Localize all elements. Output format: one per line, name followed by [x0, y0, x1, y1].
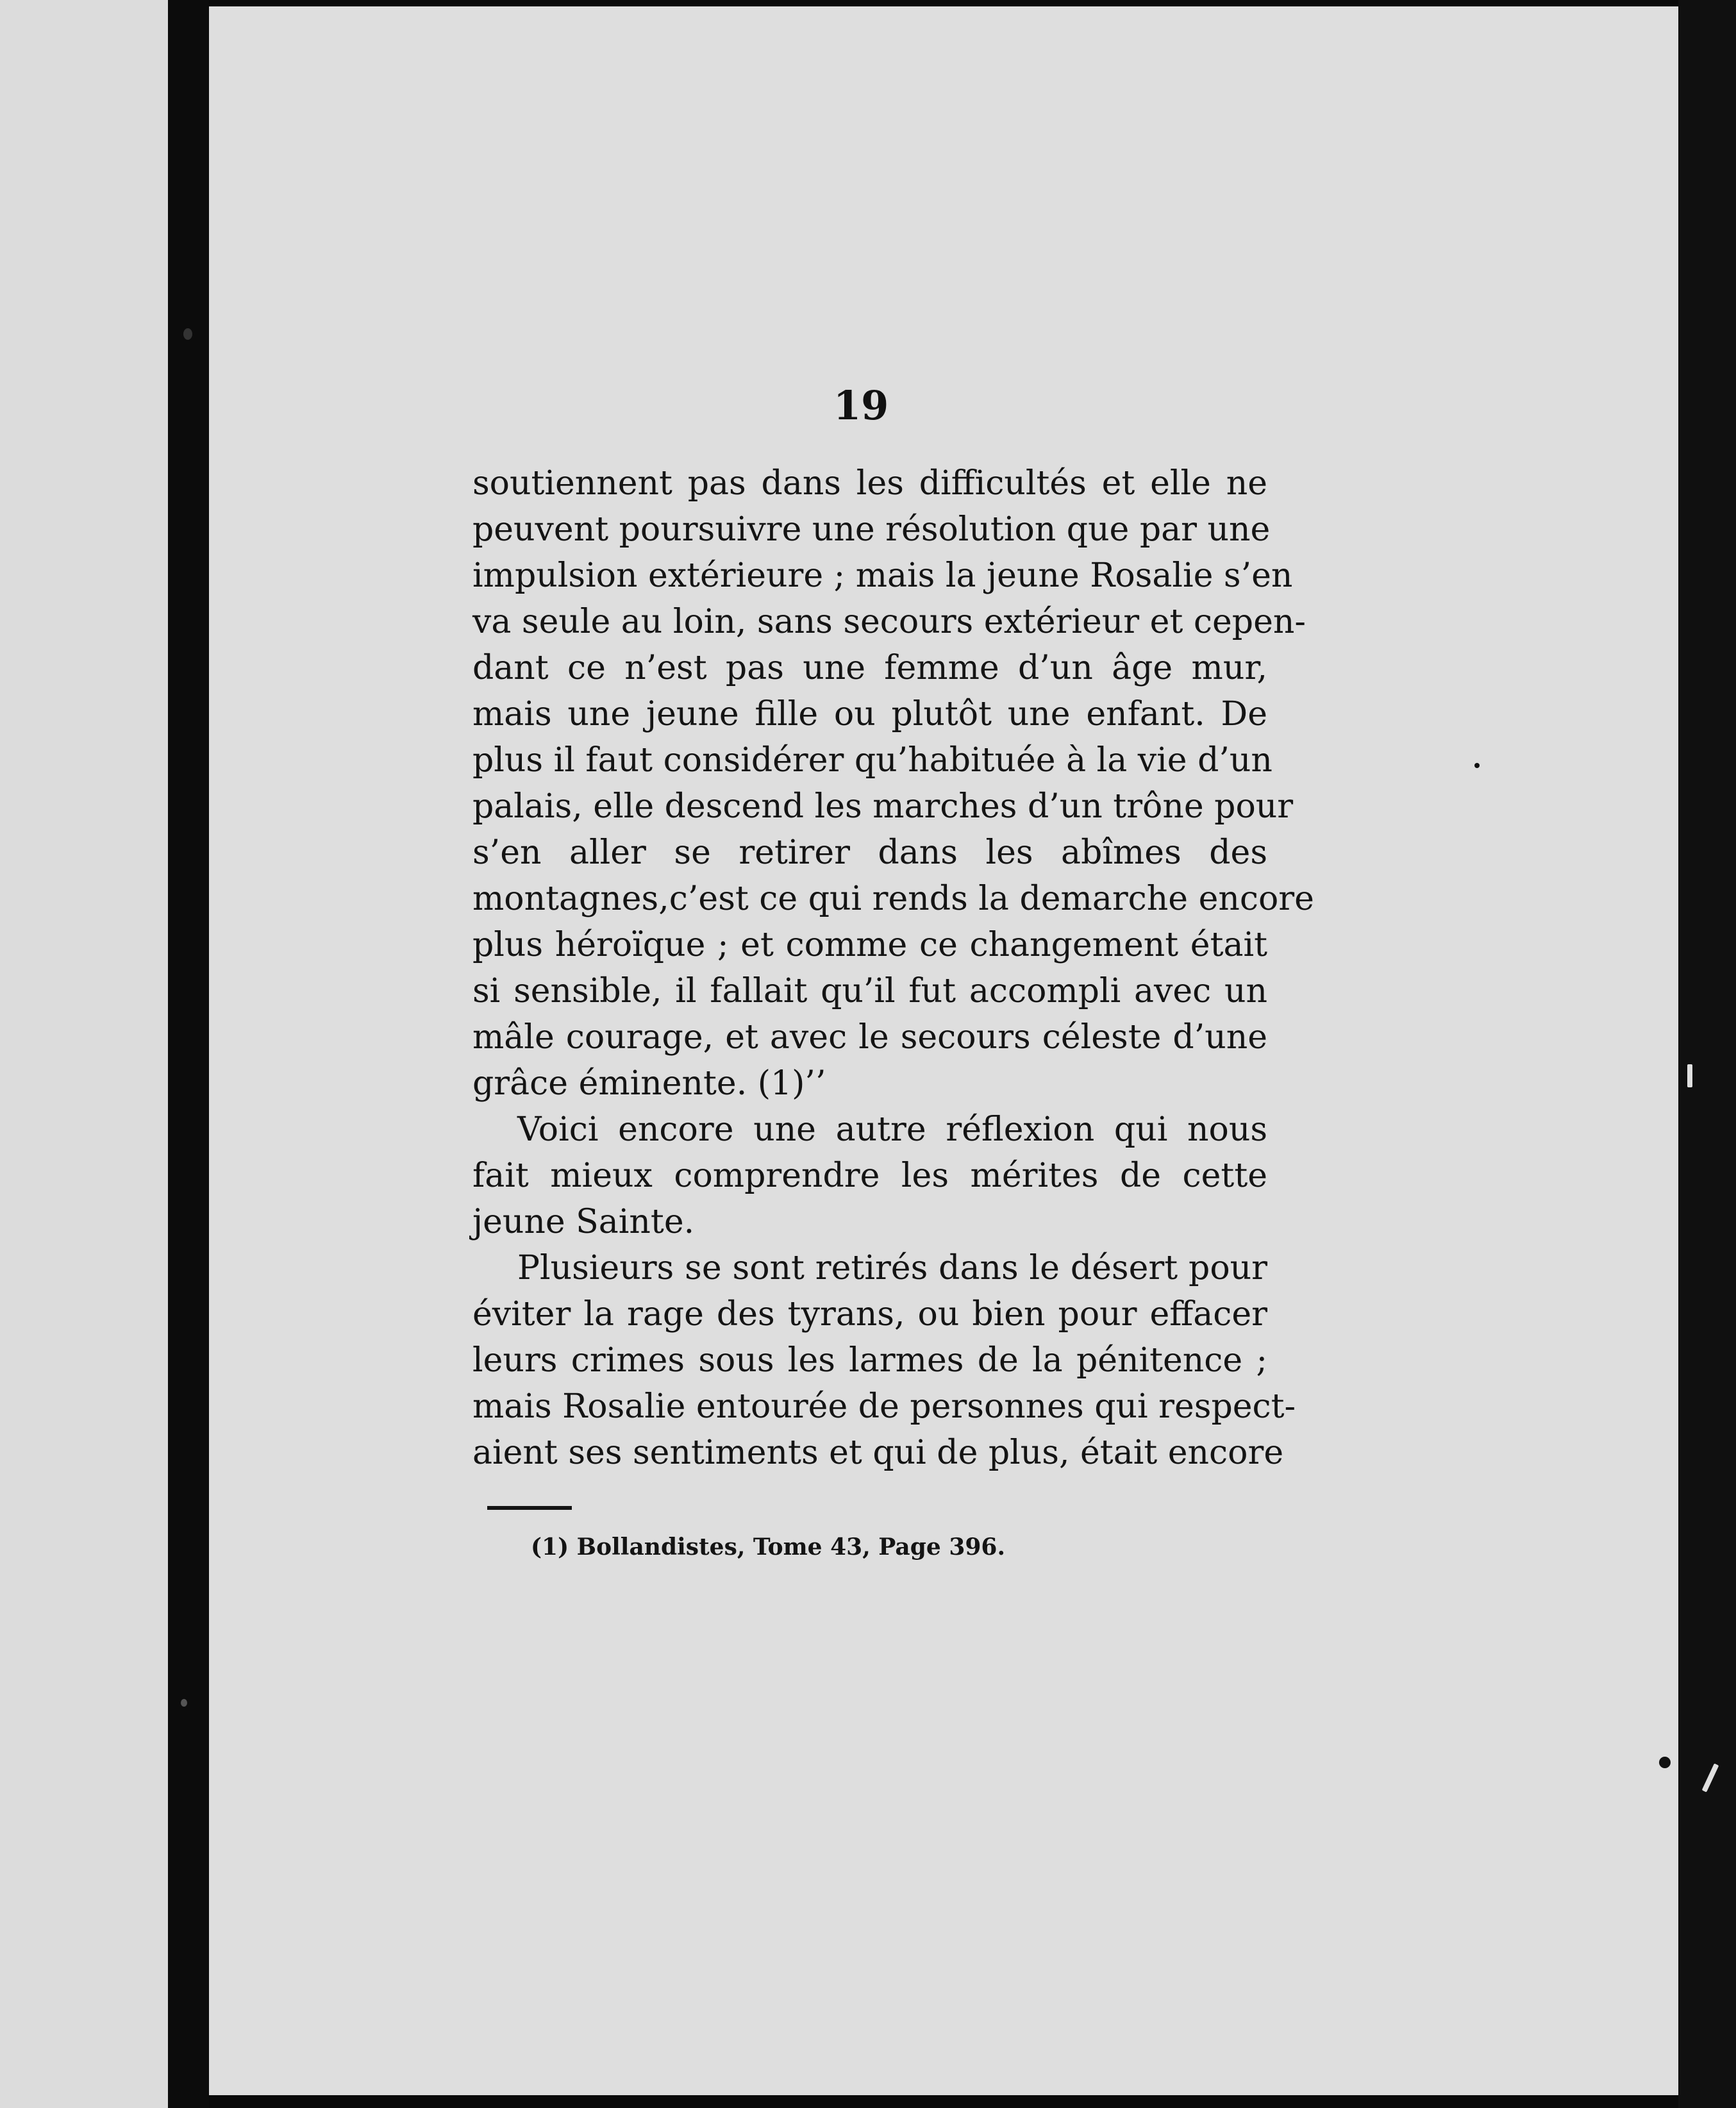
text-line: aient ses sentiments et qui de plus, était encore	[472, 1434, 1284, 1472]
text-line: Plusieurs se sont retirés dans le désert pour	[517, 1249, 1267, 1287]
footnote-rule	[487, 1506, 572, 1510]
scan-speck	[1687, 1064, 1692, 1087]
scan-speck	[183, 328, 192, 340]
text-line: mais Rosalie entourée de personnes qui respect-	[472, 1387, 1296, 1426]
text-line: plus héroïque ; et comme ce changement était	[472, 926, 1267, 964]
text-line: impulsion extérieure ; mais la jeune Rosalie s’en	[472, 556, 1293, 595]
right-border	[1678, 0, 1736, 2108]
gutter-shadow	[168, 0, 209, 2108]
text-line: fait mieux comprendre les mérites de cette	[472, 1157, 1267, 1195]
text-line: palais, elle descend les marches d’un trône pour	[472, 787, 1294, 826]
footnote: (1) Bollandistes, Tome 43, Page 396.	[531, 1534, 1006, 1560]
text-line: dant ce n’est pas une femme d’un âge mur,	[472, 649, 1267, 687]
page-number: 19	[833, 382, 889, 429]
text-line: s’en aller se retirer dans les abîmes des	[472, 833, 1267, 872]
scan-speck	[181, 1699, 187, 1707]
body-text	[472, 460, 1314, 1476]
scan-speck	[1474, 763, 1480, 768]
text-line: jeune Sainte.	[472, 1203, 695, 1241]
adjacent-page-edge	[0, 0, 168, 2108]
scan-speck	[1659, 1757, 1671, 1768]
text-line: grâce éminente. (1)’’	[472, 1064, 826, 1103]
text-line: mâle courage, et avec le secours céleste d’une	[472, 1018, 1267, 1057]
text-line: si sensible, il fallait qu’il fut accompli avec un	[472, 972, 1267, 1010]
text-line: va seule au loin, sans secours extérieur et cepen-	[472, 603, 1306, 641]
text-line: plus il faut considérer qu’habituée à la vie d’un	[472, 741, 1273, 780]
text-line: Voici encore une autre réflexion qui nous	[517, 1110, 1267, 1149]
text-line: montagnes,c’est ce qui rends la demarche encore	[472, 880, 1314, 918]
text-line: mais une jeune fille ou plutôt une enfant. De	[472, 695, 1267, 733]
text-line: éviter la rage des tyrans, ou bien pour effacer	[472, 1295, 1267, 1334]
text-line: peuvent poursuivre une résolution que par une	[472, 510, 1271, 549]
text-line: soutiennent pas dans les difficultés et elle ne	[472, 464, 1267, 503]
text-line: leurs crimes sous les larmes de la pénitence ;	[472, 1341, 1267, 1380]
